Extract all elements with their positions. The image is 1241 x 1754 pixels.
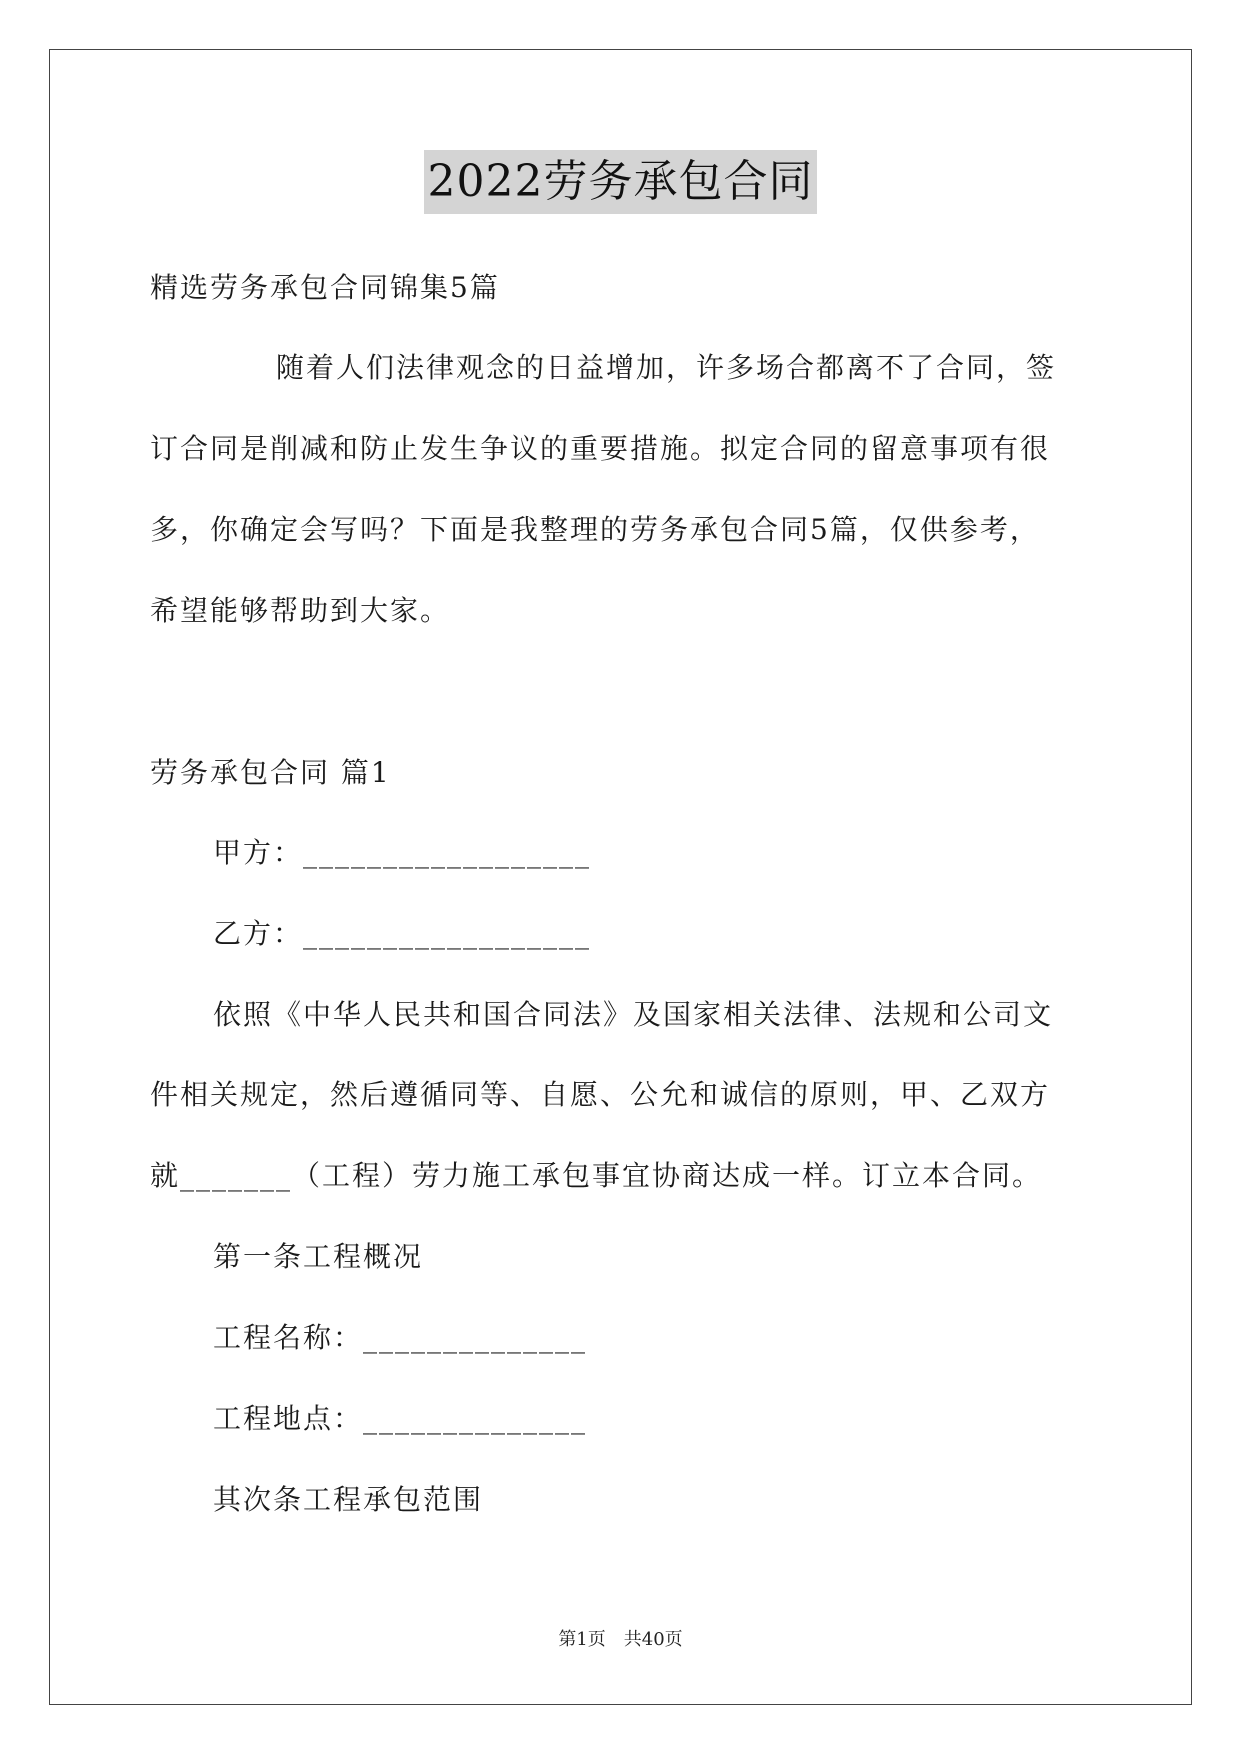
document-title: 2022劳务承包合同 bbox=[424, 150, 818, 214]
title-container bbox=[0, 150, 1241, 214]
project-name-field: 工程名称：______________ bbox=[213, 1321, 588, 1354]
intro-line-1: 随着人们法律观念的日益增加，许多场合都离不了合同，签 bbox=[276, 351, 1057, 384]
intro-line-3: 多，你确定会写吗？下面是我整理的劳务承包合同5篇，仅供参考， bbox=[150, 513, 1040, 546]
party-a-field: 甲方：__________________ bbox=[213, 836, 592, 869]
article-1-heading: 第一条工程概况 bbox=[213, 1240, 424, 1273]
document-subtitle: 精选劳务承包合同锦集5篇 bbox=[150, 271, 500, 304]
basis-line-1: 依照《中华人民共和国合同法》及国家相关法律、法规和公司文 bbox=[213, 998, 1054, 1031]
intro-line-4: 希望能够帮助到大家。 bbox=[150, 594, 451, 627]
section-heading: 劳务承包合同 篇1 bbox=[150, 756, 391, 789]
party-b-field: 乙方：__________________ bbox=[213, 917, 592, 950]
basis-line-2: 件相关规定，然后遵循同等、自愿、公允和诚信的原则，甲、乙双方 bbox=[150, 1078, 1051, 1111]
project-location-field: 工程地点：______________ bbox=[213, 1402, 588, 1435]
page-footer: 第1页 共40页 bbox=[558, 1629, 683, 1650]
basis-line-3: 就_______（工程）劳力施工承包事宜协商达成一样。订立本合同。 bbox=[150, 1159, 1043, 1192]
article-2-heading: 其次条工程承包范围 bbox=[213, 1483, 484, 1516]
intro-line-2: 订合同是削减和防止发生争议的重要措施。拟定合同的留意事项有很 bbox=[150, 432, 1051, 465]
